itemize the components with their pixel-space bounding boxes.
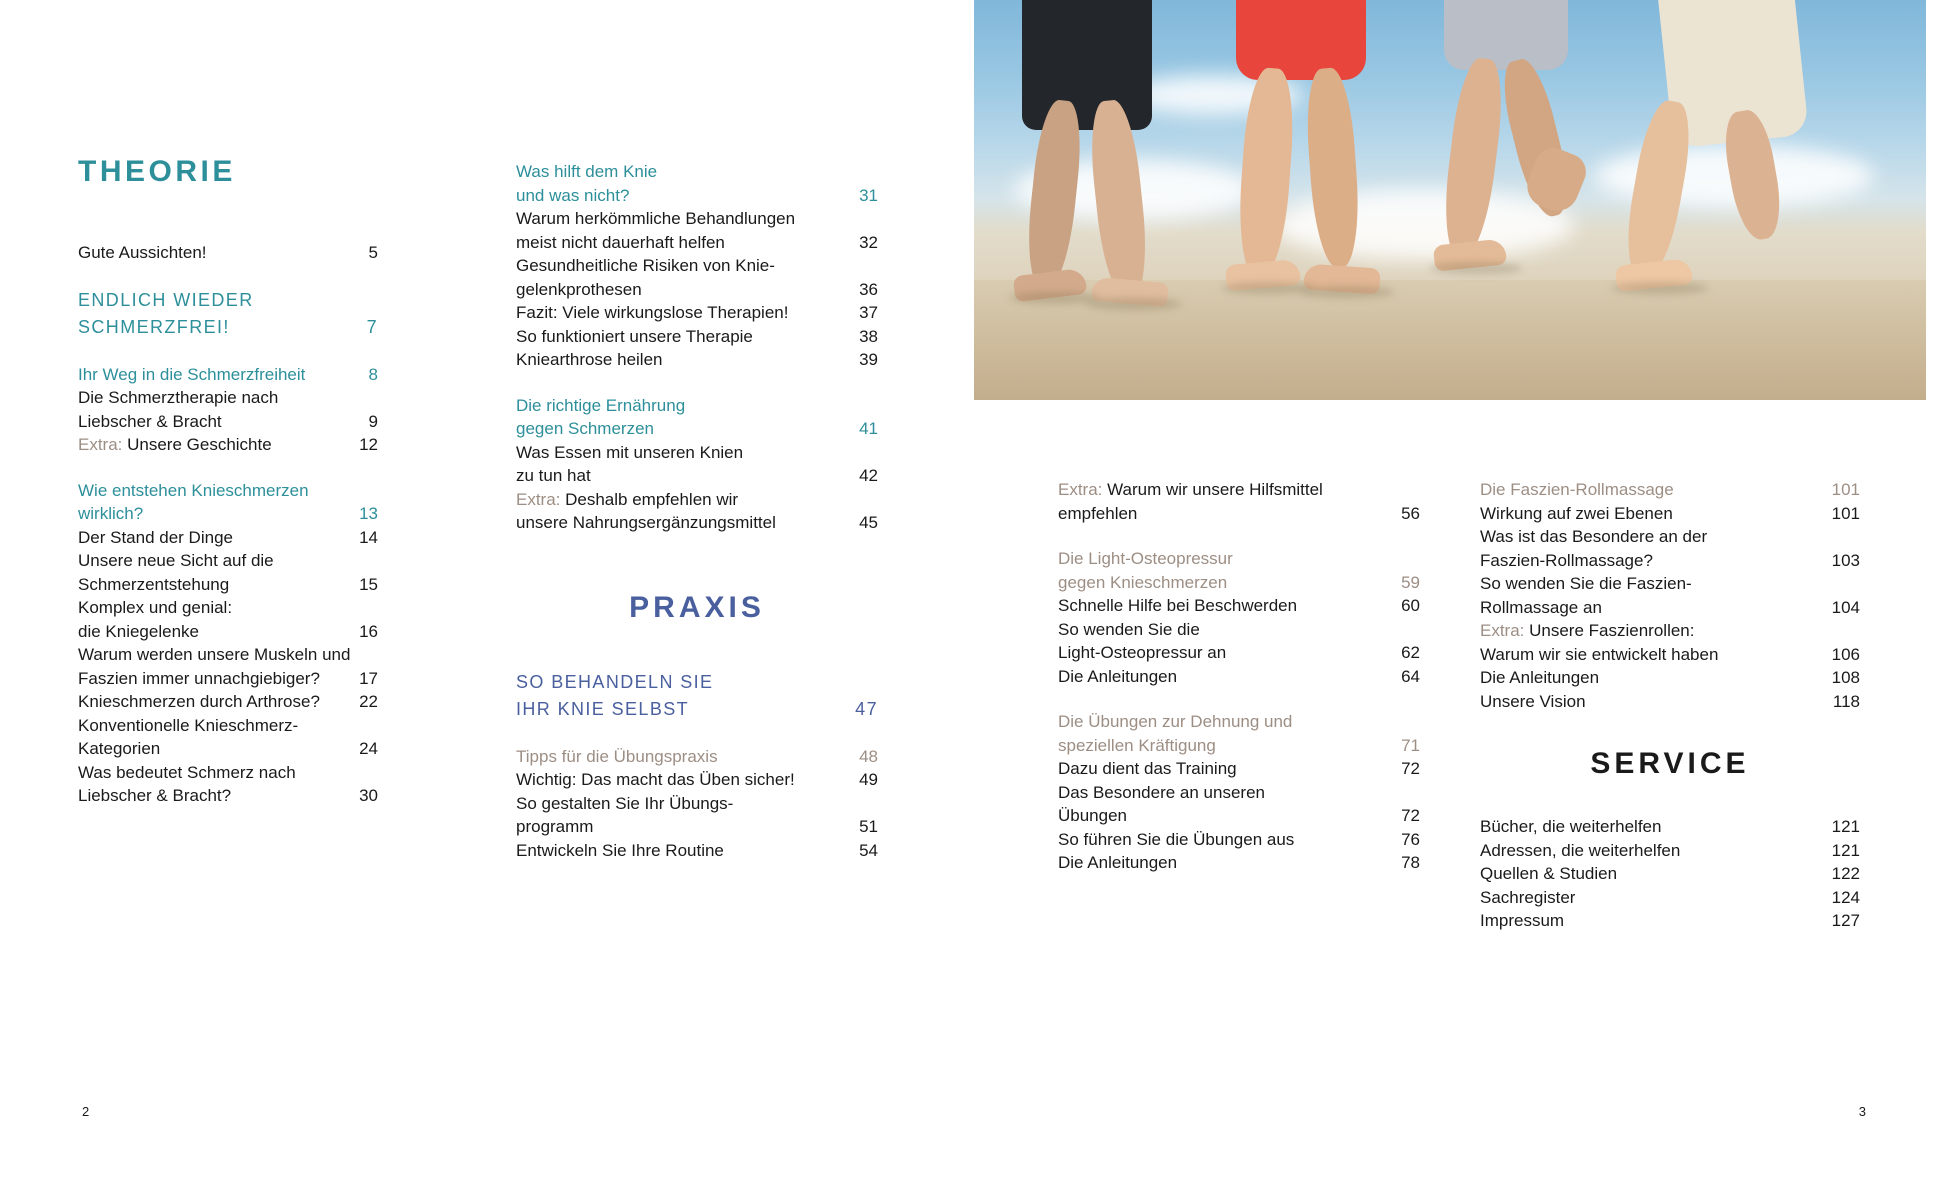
toc-entry-prefix: Extra: — [1480, 621, 1530, 640]
toc-entry[interactable] — [516, 488, 878, 512]
toc-entry-label: Was Essen mit unseren Knien — [516, 442, 744, 462]
toc-entry[interactable] — [1058, 571, 1420, 595]
foot-shadow — [1086, 298, 1182, 310]
toc-entry-label: Gute Aussichten! — [78, 243, 207, 262]
toc-entry-label: und was nicht? — [516, 185, 630, 205]
toc-entry[interactable] — [516, 207, 878, 231]
toc-entry-label: Die Anleitungen — [1058, 666, 1178, 686]
toc-group-list-right-3 — [1480, 815, 1860, 933]
toc-entry-page: 41 — [859, 419, 878, 438]
toc-entry[interactable] — [1058, 618, 1420, 642]
toc-entry-label: Kniearthrose heilen — [516, 350, 663, 369]
toc-entry-page: 101 — [1831, 503, 1860, 523]
toc-group — [516, 160, 878, 372]
section-heading-praxis: PRAXIS — [629, 590, 765, 624]
toc-group — [516, 394, 878, 535]
toc-entry-label: So gestalten Sie Ihr Übungs- — [516, 793, 734, 813]
toc-group-list-left-3 — [516, 669, 878, 863]
toc-entry[interactable] — [78, 363, 378, 387]
toc-entry-text: Deshalb empfehlen wir — [565, 489, 739, 509]
toc-entry-page: 12 — [359, 435, 378, 454]
toc-entry-page: 42 — [859, 466, 878, 485]
toc-entry-label: SCHMERZFREI! — [78, 316, 230, 337]
toc-entry-page: 24 — [359, 739, 378, 758]
toc-entry[interactable] — [78, 502, 378, 526]
toc-column-left-2 — [516, 160, 878, 884]
toc-group — [78, 287, 378, 341]
toc-entry[interactable] — [1480, 643, 1860, 667]
toc-group — [1480, 815, 1860, 933]
toc-entry[interactable] — [78, 643, 378, 667]
toc-group — [1058, 710, 1420, 875]
toc-entry-label: Tipps für die Übungspraxis — [516, 746, 718, 766]
toc-entry[interactable] — [1058, 851, 1420, 875]
toc-entry-label: So wenden Sie die Faszien- — [1480, 574, 1692, 593]
toc-entry-page: 32 — [859, 232, 878, 252]
toc-entry-label: IHR KNIE SELBST — [516, 698, 690, 719]
toc-entry-text: Warum wir unsere Hilfsmittel — [1107, 480, 1323, 499]
toc-entry[interactable] — [1480, 549, 1860, 573]
toc-entry-page: 38 — [859, 326, 878, 346]
toc-entry-label: Die Übungen zur Dehnung und — [1058, 712, 1293, 731]
toc-entry-label: Gesundheitliche Risiken von Knie- — [516, 256, 775, 275]
toc-entry-label: Ihr Weg in die Schmerzfreiheit — [78, 364, 306, 384]
section-heading-theorie: THEORIE — [78, 155, 236, 188]
toc-entry-label: Die Anleitungen — [1058, 853, 1178, 872]
toc-entry-page: 5 — [368, 243, 378, 262]
toc-entry-label: Der Stand der Dinge — [78, 527, 233, 547]
toc-entry-page: 9 — [368, 411, 378, 431]
toc-entry-label: Knieschmerzen durch Arthrose? — [78, 692, 320, 711]
toc-group-list-left-1 — [78, 241, 378, 808]
toc-entry[interactable] — [516, 301, 878, 325]
toc-entry-page: 124 — [1831, 887, 1860, 907]
toc-entry-label: Warum wir sie entwickelt haben — [1480, 644, 1719, 664]
toc-entry[interactable] — [516, 394, 878, 418]
toc-entry-page: 78 — [1401, 853, 1420, 872]
toc-entry-text: Unsere Geschichte — [127, 435, 272, 454]
toc-entry[interactable] — [1058, 710, 1420, 734]
toc-group — [78, 479, 378, 808]
toc-entry-page: 14 — [359, 527, 378, 547]
toc-entry[interactable] — [1058, 734, 1420, 758]
toc-entry[interactable] — [1058, 478, 1420, 502]
toc-entry[interactable] — [78, 549, 378, 573]
toc-entry-label: Dazu dient das Training — [1058, 759, 1237, 778]
toc-entry[interactable] — [1058, 828, 1420, 852]
toc-entry-label: gelenkprothesen — [516, 279, 642, 299]
toc-entry-page: 121 — [1831, 817, 1860, 836]
toc-entry-page: 103 — [1831, 550, 1860, 570]
toc-entry-page: 127 — [1831, 911, 1860, 930]
toc-entry-page: 104 — [1831, 597, 1860, 617]
toc-entry-label: Unsere neue Sicht auf die — [78, 551, 274, 570]
toc-entry[interactable] — [516, 417, 878, 441]
toc-entry-label: Wie entstehen Knieschmerzen — [78, 480, 309, 500]
toc-entry-page: 108 — [1831, 668, 1860, 687]
toc-entry-label: Faszien-Rollmassage? — [1480, 550, 1653, 570]
toc-entry-label: Fazit: Viele wirkungslose Therapien! — [516, 303, 789, 322]
toc-entry-label: Die Schmerztherapie nach — [78, 388, 279, 407]
toc-entry-label — [516, 488, 738, 512]
toc-entry-page: 39 — [859, 350, 878, 369]
toc-group — [78, 241, 378, 265]
toc-entry-label: Adressen, die weiterhelfen — [1480, 840, 1681, 860]
toc-entry-label: Konventionelle Knieschmerz- — [78, 715, 299, 735]
toc-entry-page: 8 — [368, 364, 378, 384]
toc-entry[interactable] — [516, 511, 878, 535]
toc-entry[interactable] — [78, 241, 378, 265]
toc-entry[interactable] — [78, 314, 378, 341]
toc-entry[interactable] — [1058, 547, 1420, 571]
toc-entry[interactable] — [78, 784, 378, 808]
toc-entry-label: Schmerzentstehung — [78, 574, 230, 594]
toc-entry[interactable] — [1058, 757, 1420, 781]
toc-entry-page: 122 — [1831, 864, 1860, 883]
toc-entry-label: Wirkung auf zwei Ebenen — [1480, 503, 1673, 523]
toc-entry-page: 49 — [859, 770, 878, 789]
toc-column-right-1 — [1058, 478, 1420, 897]
toc-column-right-2 — [1480, 478, 1860, 955]
toc-entry-page: 62 — [1401, 643, 1420, 662]
toc-entry-page: 59 — [1401, 572, 1420, 592]
toc-entry-label: empfehlen — [1058, 503, 1138, 523]
toc-entry-label: Wichtig: Das macht das Üben sicher! — [516, 770, 795, 789]
toc-entry-page: 48 — [859, 746, 878, 766]
toc-entry[interactable] — [1058, 665, 1420, 689]
toc-entry-page: 15 — [359, 574, 378, 594]
toc-entry[interactable] — [1480, 502, 1860, 526]
toc-entry-label: Das Besondere an unseren — [1058, 782, 1265, 802]
toc-entry-label: unsere Nahrungsergänzungsmittel — [516, 513, 776, 532]
toc-group — [1480, 478, 1860, 713]
toc-entry[interactable] — [78, 287, 378, 314]
toc-entry[interactable] — [78, 573, 378, 597]
toc-entry-page: 17 — [359, 668, 378, 688]
toc-group — [516, 745, 878, 863]
toc-entry[interactable] — [1480, 690, 1860, 714]
toc-entry[interactable] — [78, 433, 378, 457]
toc-entry[interactable] — [78, 410, 378, 434]
toc-entry-page: 16 — [359, 621, 378, 641]
toc-entry-page: 72 — [1401, 759, 1420, 778]
toc-group — [516, 669, 878, 723]
toc-entry-label: programm — [516, 817, 594, 836]
toc-entry-label: Impressum — [1480, 911, 1565, 930]
toc-entry[interactable] — [78, 761, 378, 785]
toc-entry-label: Die Light-Osteopressur — [1058, 549, 1233, 568]
toc-entry[interactable] — [516, 768, 878, 792]
toc-entry[interactable] — [1480, 909, 1860, 933]
toc-entry-label: Was hilft dem Knie — [516, 162, 658, 181]
page-number-left: 2 — [82, 1104, 90, 1119]
toc-entry[interactable] — [1480, 525, 1860, 549]
toc-entry-page: 30 — [359, 786, 378, 805]
toc-entry-label: zu tun hat — [516, 466, 591, 485]
toc-entry-page: 47 — [855, 698, 878, 719]
toc-entry[interactable] — [1480, 815, 1860, 839]
toc-entry-label: Übungen — [1058, 806, 1128, 825]
toc-entry-label: Die Anleitungen — [1480, 668, 1600, 687]
toc-entry-label: Sachregister — [1480, 887, 1576, 907]
toc-entry[interactable] — [1058, 781, 1420, 805]
toc-group — [1058, 547, 1420, 688]
toc-group — [78, 363, 378, 457]
toc-entry-page: 72 — [1401, 806, 1420, 825]
toc-entry-label — [78, 433, 272, 457]
toc-entry[interactable] — [78, 667, 378, 691]
toc-entry-label: ENDLICH WIEDER — [78, 289, 254, 310]
toc-entry-page: 22 — [359, 692, 378, 711]
toc-entry-label: Warum werden unsere Muskeln und — [78, 645, 351, 664]
toc-entry[interactable] — [1058, 804, 1420, 828]
toc-entry[interactable] — [1480, 839, 1860, 863]
toc-entry-label: So wenden Sie die — [1058, 619, 1200, 639]
toc-entry[interactable] — [78, 386, 378, 410]
toc-entry[interactable] — [516, 839, 878, 863]
toc-entry-page: 36 — [859, 279, 878, 299]
toc-entry-label: Was ist das Besondere an der — [1480, 527, 1708, 546]
toc-entry[interactable] — [516, 464, 878, 488]
person-shorts-grey — [1444, 0, 1568, 70]
toc-entry[interactable] — [78, 526, 378, 550]
toc-entry[interactable] — [1058, 641, 1420, 665]
toc-entry-label: gegen Knieschmerzen — [1058, 572, 1228, 592]
toc-entry-label: speziellen Kräftigung — [1058, 735, 1216, 755]
toc-entry[interactable] — [1480, 886, 1860, 910]
toc-entry-page: 106 — [1831, 644, 1860, 664]
toc-entry[interactable] — [516, 254, 878, 278]
toc-group-list-right-2 — [1480, 478, 1860, 713]
toc-entry[interactable] — [78, 479, 378, 503]
toc-entry-label: Light-Osteopressur an — [1058, 643, 1227, 662]
toc-entry[interactable] — [78, 690, 378, 714]
toc-group-list-left-2 — [516, 160, 878, 535]
toc-entry-label: Unsere Vision — [1480, 691, 1586, 711]
toc-entry-label: Die Faszien-Rollmassage — [1480, 480, 1674, 499]
toc-entry[interactable] — [516, 792, 878, 816]
toc-group — [1058, 478, 1420, 525]
toc-entry-label: Schnelle Hilfe bei Beschwerden — [1058, 596, 1298, 615]
toc-entry-text: Unsere Faszienrollen: — [1529, 621, 1695, 640]
toc-entry[interactable] — [516, 325, 878, 349]
person-shorts-dark — [1022, 0, 1152, 130]
toc-entry[interactable] — [516, 184, 878, 208]
section-heading-service: SERVICE — [1590, 747, 1750, 780]
toc-entry-page: 64 — [1401, 666, 1420, 686]
toc-entry[interactable] — [516, 815, 878, 839]
toc-entry[interactable] — [516, 231, 878, 255]
toc-entry-page: 56 — [1401, 503, 1420, 523]
toc-entry-label: gegen Schmerzen — [516, 419, 654, 438]
toc-entry[interactable] — [1480, 666, 1860, 690]
toc-entry[interactable] — [516, 669, 878, 696]
toc-entry[interactable] — [78, 596, 378, 620]
toc-entry[interactable] — [516, 745, 878, 769]
toc-group-list-right-1 — [1058, 478, 1420, 875]
toc-entry-page: 13 — [359, 504, 378, 523]
toc-entry-page: 51 — [859, 817, 878, 836]
toc-entry[interactable] — [1058, 502, 1420, 526]
toc-entry-label — [1058, 478, 1323, 502]
header-photo — [974, 0, 1926, 400]
toc-entry-page: 54 — [859, 840, 878, 860]
toc-entry-label: die Kniegelenke — [78, 621, 199, 641]
toc-entry-label: SO BEHANDELN SIE — [516, 671, 714, 692]
toc-entry-page: 45 — [859, 513, 878, 532]
toc-entry-page: 31 — [859, 185, 878, 205]
toc-entry-prefix: Extra: — [1058, 480, 1108, 499]
foot-shadow — [1430, 262, 1522, 274]
toc-entry-label: Rollmassage an — [1480, 597, 1602, 617]
toc-entry[interactable] — [1480, 619, 1860, 643]
toc-entry[interactable] — [516, 441, 878, 465]
foot-shadow — [1612, 282, 1708, 294]
toc-entry[interactable] — [78, 620, 378, 644]
toc-entry-page: 71 — [1401, 735, 1420, 755]
toc-entry-label: Komplex und genial: — [78, 598, 233, 617]
toc-entry-label: So funktioniert unsere Therapie — [516, 326, 753, 346]
toc-entry-prefix: Extra: — [516, 489, 566, 509]
toc-entry-page: 101 — [1831, 480, 1860, 499]
toc-entry[interactable] — [516, 696, 878, 723]
toc-entry[interactable] — [516, 160, 878, 184]
toc-entry-label: Entwickeln Sie Ihre Routine — [516, 840, 724, 860]
toc-entry[interactable] — [516, 278, 878, 302]
toc-entry-page: 76 — [1401, 829, 1420, 849]
toc-entry-label: wirklich? — [78, 504, 144, 523]
toc-entry-label: Faszien immer unnachgiebiger? — [78, 668, 320, 688]
toc-entry-label: Liebscher & Bracht? — [78, 786, 232, 805]
toc-entry-page: 121 — [1831, 840, 1860, 860]
page-number-right: 3 — [1858, 1104, 1866, 1119]
toc-entry-page: 60 — [1401, 596, 1420, 615]
person-shorts-red — [1236, 0, 1366, 80]
foot-shadow — [1300, 286, 1394, 298]
toc-entry-label — [1480, 619, 1694, 643]
toc-entry[interactable] — [516, 348, 878, 372]
toc-entry-page: 37 — [859, 303, 878, 322]
toc-entry-label: meist nicht dauerhaft helfen — [516, 232, 725, 252]
toc-entry-page: 7 — [366, 316, 378, 337]
toc-entry-label: Kategorien — [78, 739, 161, 758]
toc-entry[interactable] — [1058, 594, 1420, 618]
toc-entry-label: Bücher, die weiterhelfen — [1480, 817, 1662, 836]
toc-entry-page: 118 — [1832, 691, 1860, 711]
toc-entry-label: Quellen & Studien — [1480, 864, 1618, 883]
right-page — [974, 0, 1948, 1181]
toc-entry[interactable] — [1480, 862, 1860, 886]
toc-entry-label: Liebscher & Bracht — [78, 411, 222, 431]
toc-entry[interactable] — [1480, 478, 1860, 502]
toc-entry-prefix: Extra: — [78, 435, 128, 454]
toc-entry-label: Was bedeutet Schmerz nach — [78, 762, 296, 782]
toc-entry[interactable] — [1480, 572, 1860, 596]
toc-entry-label: So führen Sie die Übungen aus — [1058, 829, 1295, 849]
toc-entry[interactable] — [78, 737, 378, 761]
toc-entry-label: Warum herkömmliche Behandlungen — [516, 209, 796, 228]
toc-entry-label: Die richtige Ernährung — [516, 395, 686, 415]
toc-column-theorie — [78, 155, 378, 830]
toc-entry[interactable] — [78, 714, 378, 738]
toc-entry[interactable] — [1480, 596, 1860, 620]
